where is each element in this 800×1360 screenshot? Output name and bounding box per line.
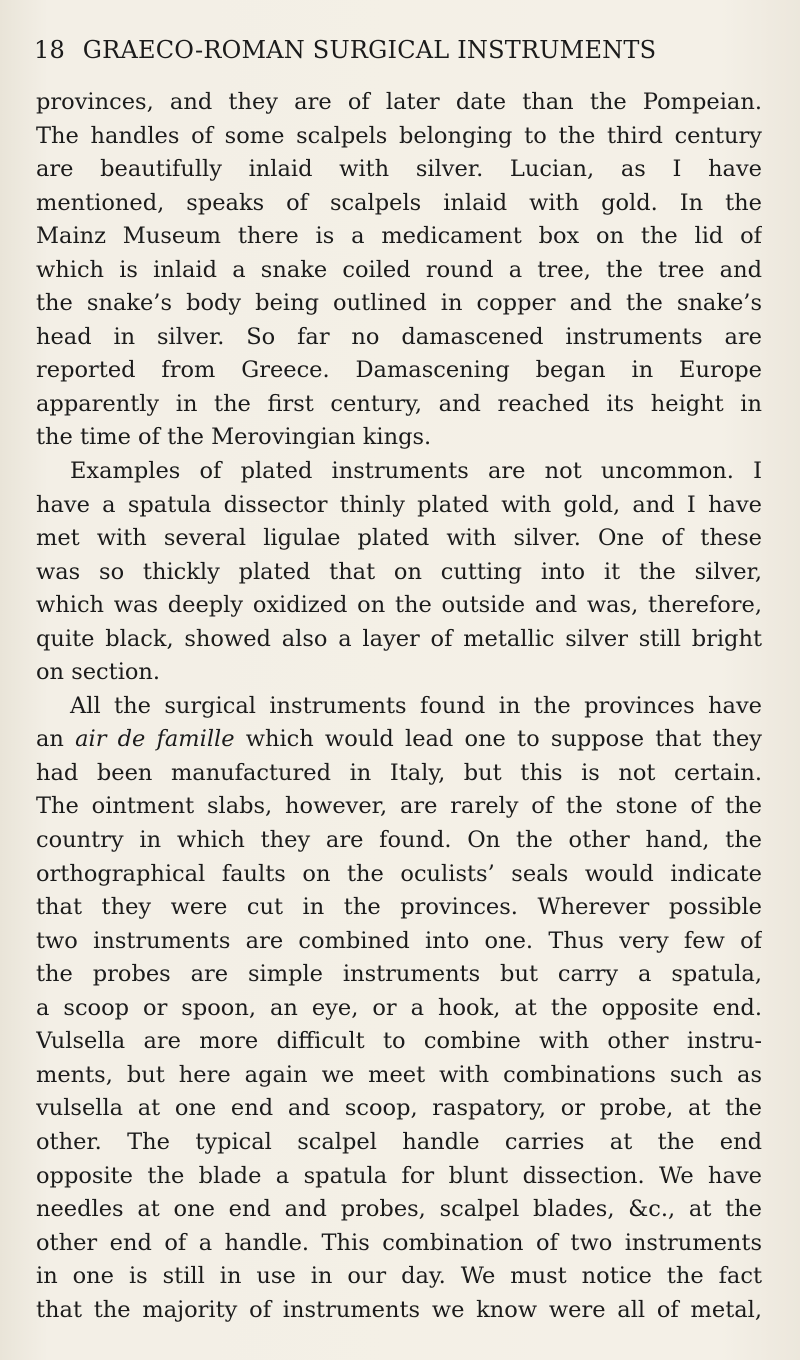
text-line: that the majority of instruments we know were all of metal,	[36, 1296, 762, 1323]
paragraph	[36, 86, 762, 455]
page-number: 18	[34, 36, 65, 64]
text-span: which would lead one to suppose that they	[234, 726, 762, 753]
text-line: other. The typical scalpel handle carries at the end	[36, 1128, 762, 1155]
text-line: mentioned, speaks of scalpels inlaid with gold. In the	[36, 189, 762, 216]
text-line: Mainz Museum there is a medicament box on the lid of	[36, 223, 762, 250]
text-line: the snake’s body being outlined in copper and the snake’s	[36, 290, 762, 317]
running-title: GRAECO-ROMAN SURGICAL INSTRUMENTS	[82, 36, 657, 64]
text-line: Vulsella are more difficult to combine with other instru-	[36, 1028, 762, 1055]
italic-phrase: air de famille	[75, 726, 235, 753]
text-line: which is inlaid a snake coiled round a tree, the tree and	[36, 256, 762, 283]
body-text	[36, 86, 762, 1327]
text-line: Examples of plated instruments are not uncommon. I	[70, 458, 762, 485]
paragraph	[36, 690, 762, 1327]
page-header	[34, 36, 764, 70]
text-line: provinces, and they are of later date than the Pompeian.	[36, 89, 762, 115]
text-line: orthographical faults on the oculists’ seals would indicate	[36, 860, 762, 887]
text-line: was so thickly plated that on cutting into it the silver,	[36, 558, 762, 585]
text-line: have a spatula dissector thinly plated with gold, and I have	[36, 491, 762, 518]
text-line: opposite the blade a spatula for blunt dissection. We have	[36, 1162, 762, 1189]
text-line: the time of the Merovingian kings.	[36, 424, 432, 451]
text-line: had been manufactured in Italy, but this is not certain.	[36, 759, 762, 786]
text-line: vulsella at one end and scoop, raspatory, or probe, at the	[36, 1095, 762, 1122]
text-line: on section.	[36, 659, 161, 686]
text-line: The ointment slabs, however, are rarely of the stone of the	[36, 793, 762, 820]
text-line: reported from Greece. Damascening began in Europe	[36, 357, 762, 384]
text-line: that they were cut in the provinces. Wherever possible	[36, 894, 762, 921]
text-line: the probes are simple instruments but carry a spatula,	[36, 961, 762, 988]
text-line: two instruments are combined into one. Thus very few of	[36, 927, 762, 954]
text-span: an	[36, 726, 76, 753]
text-line: apparently in the first century, and reached its height in	[36, 390, 762, 417]
paragraph	[36, 455, 762, 690]
text-line: are beautifully inlaid with silver. Lucian, as I have	[36, 156, 762, 183]
text-line: The handles of some scalpels belonging to the third century	[36, 122, 762, 149]
text-line: country in which they are found. On the other hand, the	[36, 827, 762, 854]
text-line: in one is still in use in our day. We must notice the fact	[36, 1263, 762, 1290]
text-line: needles at one end and probes, scalpel blades, &c., at the	[36, 1196, 762, 1223]
text-line: met with several ligulae plated with silver. One of these	[36, 525, 762, 552]
text-line: a scoop or spoon, an eye, or a hook, at the opposite end.	[36, 994, 762, 1021]
text-line: which was deeply oxidized on the outside and was, therefore,	[36, 592, 762, 619]
text-line: head in silver. So far no damascened instruments are	[36, 323, 762, 350]
text-line: other end of a handle. This combination of two instruments	[36, 1229, 762, 1256]
text-line: All the surgical instruments found in the provinces have	[70, 692, 762, 719]
text-line: ments, but here again we meet with combinations such as	[36, 1061, 762, 1088]
text-line: quite black, showed also a layer of metallic silver still bright	[36, 625, 762, 652]
text-line	[36, 723, 762, 757]
